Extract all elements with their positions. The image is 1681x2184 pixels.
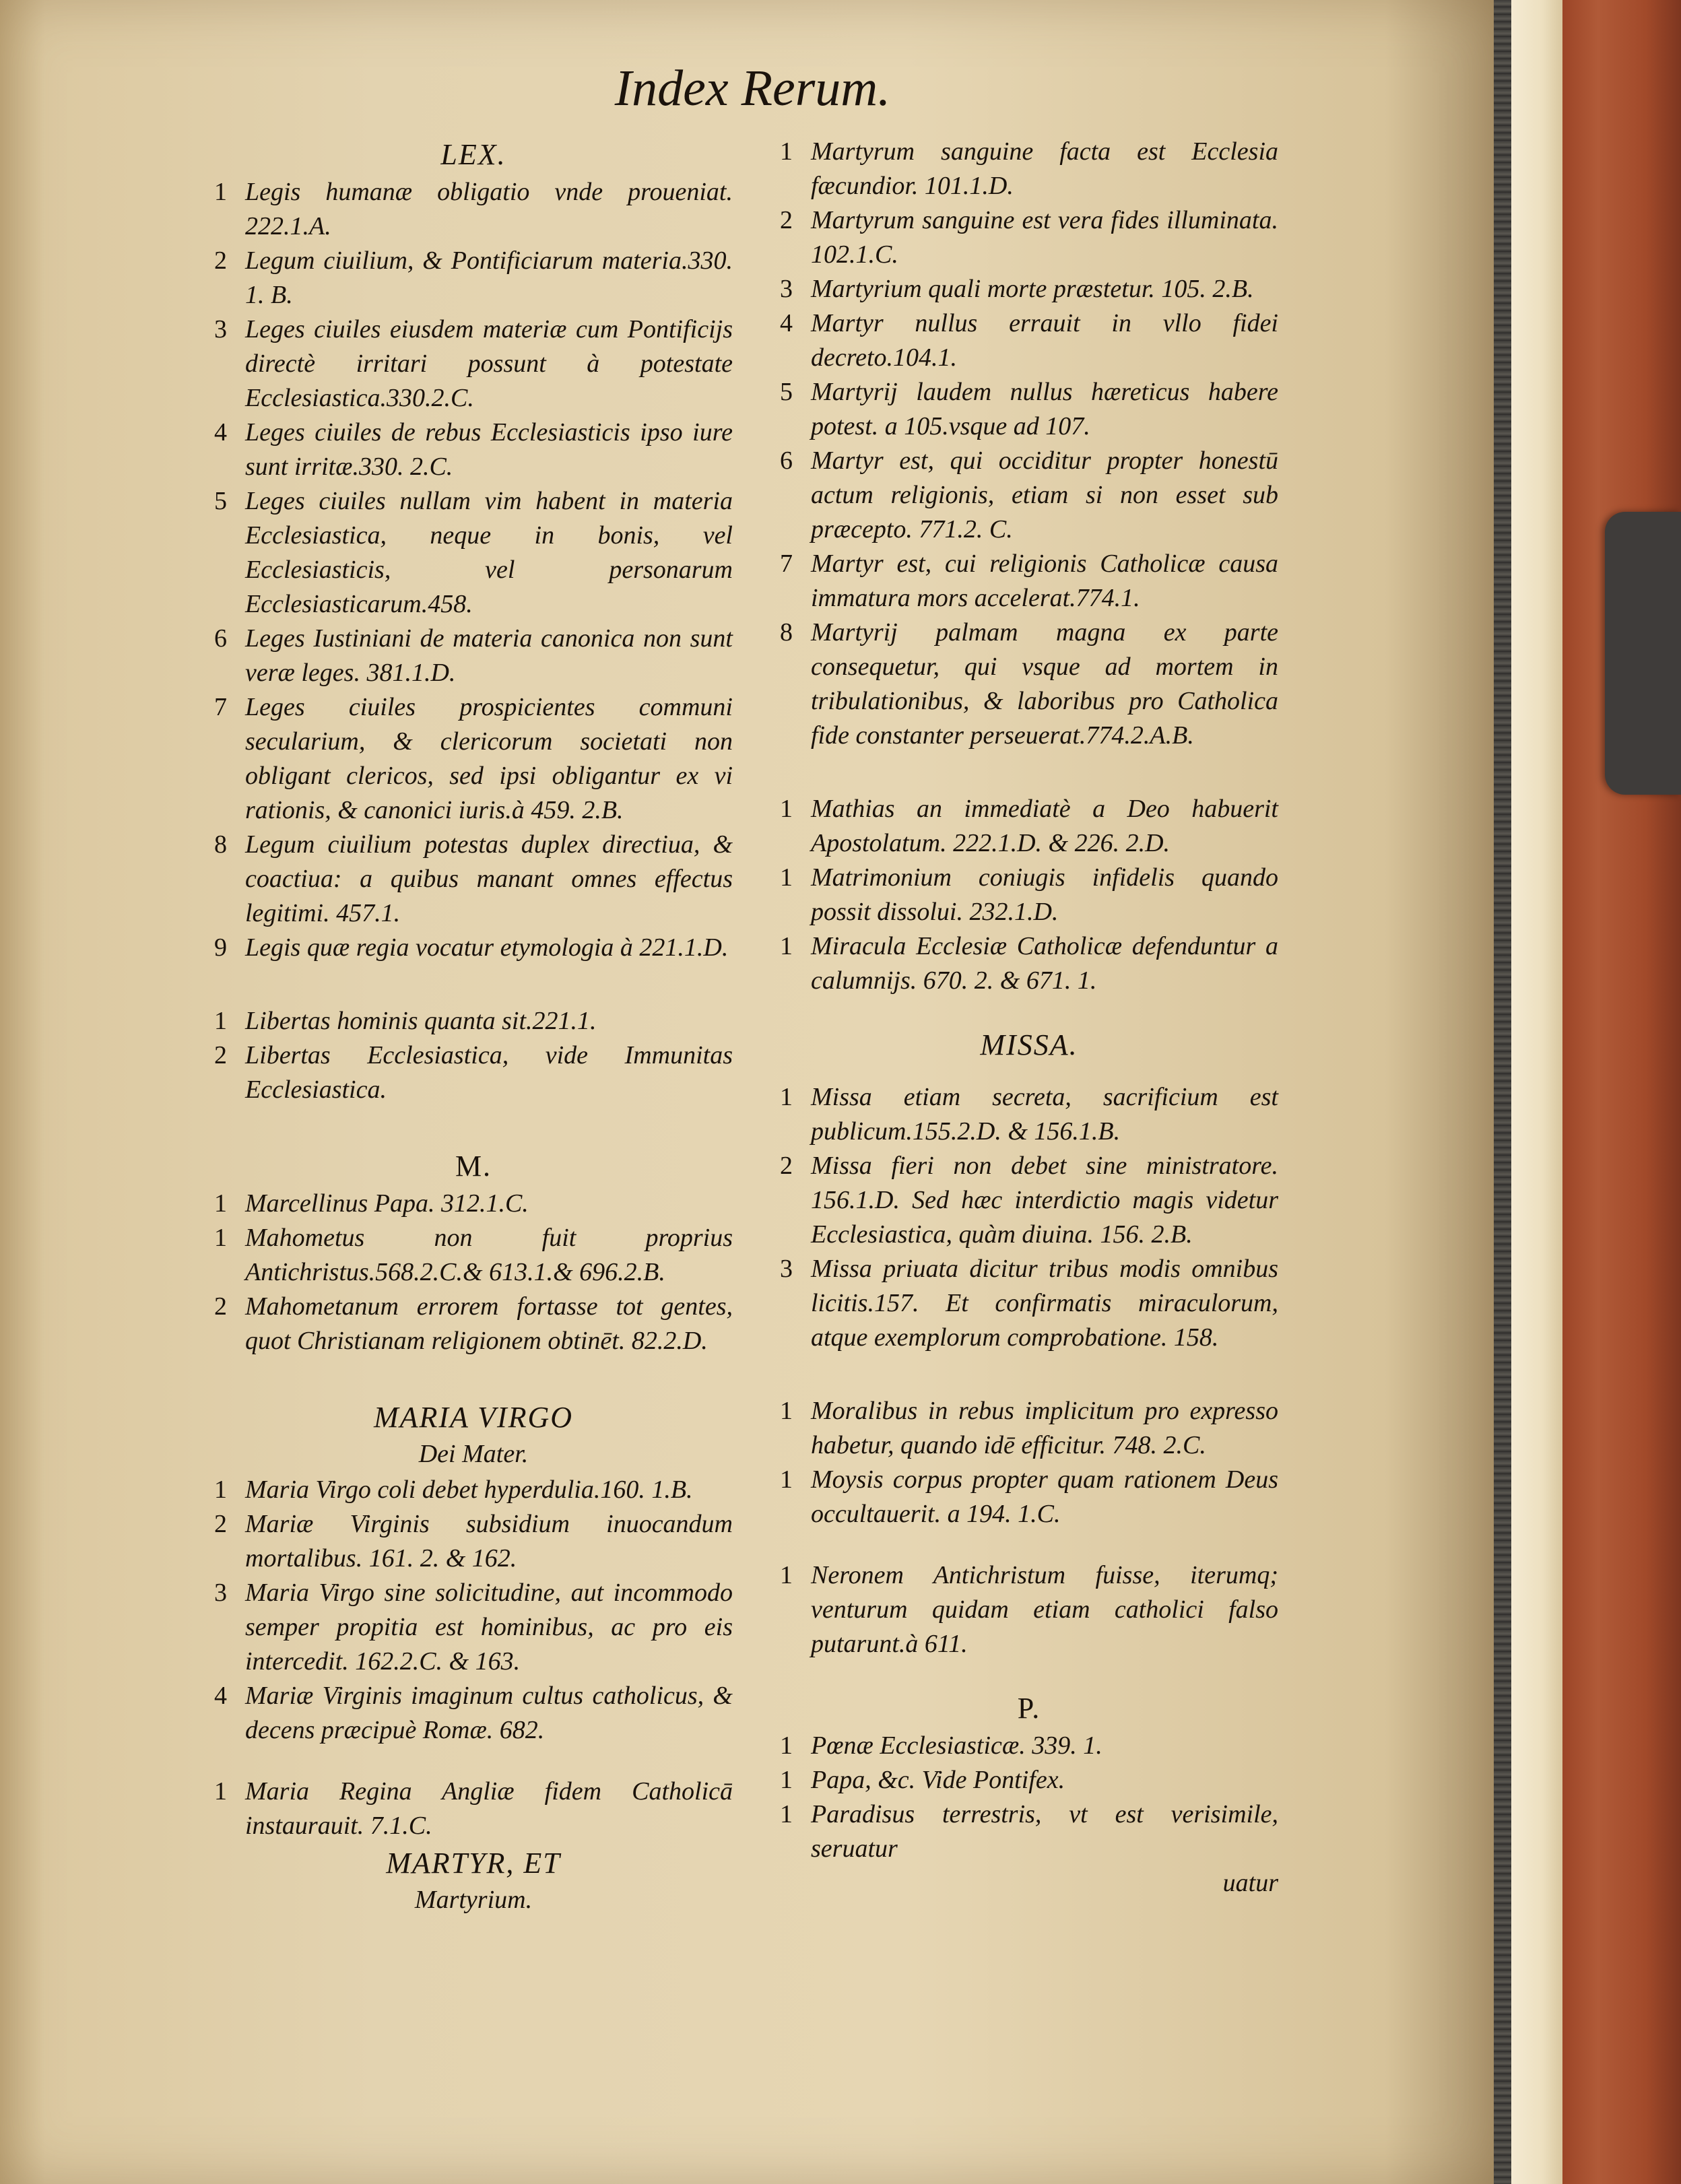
entry-text: Martyrij palmam magna ex parte consequetur, qui vsque ad mortem in tribulationibus, & laboribus pro Catholica fide constanter perseuerat.774.2.A.B. <box>811 618 1278 750</box>
maria-entries <box>214 1473 733 1748</box>
entry-number: 7 <box>780 550 793 578</box>
index-entry <box>214 690 733 828</box>
entry-number: 2 <box>214 1041 227 1069</box>
m-entries <box>214 1187 733 1358</box>
entry-text: Martyr est, cui religionis Catholicæ causa immatura mors accelerat.774.1. <box>811 550 1278 612</box>
entry-number: 1 <box>780 932 793 960</box>
maria-regina-entries <box>214 1775 733 1843</box>
entry-number: 1 <box>214 1476 227 1504</box>
index-entry <box>780 203 1278 272</box>
index-entry <box>780 1558 1278 1661</box>
entry-number: 3 <box>780 1255 793 1283</box>
entry-text: Martyr nullus errauit in vllo fidei decreto.104.1. <box>811 309 1278 372</box>
entry-number: 1 <box>780 1083 793 1111</box>
entry-number: 8 <box>780 618 793 647</box>
index-entry <box>780 792 1278 861</box>
section-heading-maria: MARIA VIRGO <box>373 1401 574 1434</box>
entry-text: Leges Iustiniani de materia canonica non sunt veræ leges. 381.1.D. <box>245 624 733 687</box>
index-entry <box>214 1473 733 1507</box>
section-subheading-maria: Dei Mater. <box>418 1440 529 1468</box>
entry-number: 1 <box>214 1777 227 1806</box>
index-entry <box>214 416 733 484</box>
entry-text: Legis quæ regia vocatur etymologia à 221.1.D. <box>245 933 729 962</box>
section-heading-martyr: MARTYR, ET <box>386 1847 561 1880</box>
index-entry <box>214 1507 733 1576</box>
red-cloth-spine <box>1562 0 1681 2184</box>
entry-text: Missa fieri non debet sine ministratore. 156.1.D. Sed hæc interdictio magis videtur Ecclesiastica, quàm diuina. 156. 2.B. <box>811 1152 1278 1249</box>
entry-text: Missa etiam secreta, sacrificium est publicum.155.2.D. & 156.1.B. <box>811 1083 1278 1146</box>
entry-text: Marcellinus Papa. 312.1.C. <box>245 1189 529 1218</box>
entry-text: Miracula Ecclesiæ Catholicæ defenduntur a calumnijs. 670. 2. & 671. 1. <box>811 932 1278 995</box>
index-entry <box>780 1394 1278 1463</box>
entry-number: 2 <box>214 246 227 275</box>
libertas-entries <box>214 1004 733 1107</box>
entry-number: 6 <box>214 624 227 653</box>
entry-text: Maria Regina Angliæ fidem Catholicā instaurauit. 7.1.C. <box>245 1777 733 1840</box>
entry-text: Libertas Ecclesiastica, vide Immunitas Ecclesiastica. <box>245 1041 733 1104</box>
index-entry <box>780 1252 1278 1355</box>
entry-text: Legum ciuilium, & Pontificiarum materia.330. 1. B. <box>245 246 733 309</box>
index-entry <box>214 1576 733 1679</box>
entry-number: 4 <box>780 309 793 337</box>
index-entry <box>214 1775 733 1843</box>
entry-text: Neronem Antichristum fuisse, iterumq; venturum quidam etiam catholici falso putarunt.à 611. <box>811 1561 1278 1658</box>
left-column <box>214 135 733 1919</box>
entry-number: 1 <box>214 1224 227 1252</box>
entry-number: 4 <box>214 1682 227 1710</box>
entry-text: Leges ciuiles nullam vim habent in materia Ecclesiastica, neque in bonis, vel Ecclesiasticis, vel personarum Ecclesiasticarum.458. <box>245 487 733 618</box>
entry-text: Martyrij laudem nullus hæreticus habere potest. a 105.vsque ad 107. <box>811 378 1278 440</box>
mathias-entries <box>780 792 1278 998</box>
moralibus-entries <box>780 1394 1278 1531</box>
section-heading-p: P. <box>1017 1692 1041 1725</box>
entry-text: Moysis corpus propter quam rationem Deus occultauerit. a 194. 1.C. <box>811 1465 1278 1528</box>
index-entry <box>780 1149 1278 1252</box>
entry-text: Pœnæ Ecclesiasticæ. 339. 1. <box>811 1731 1102 1760</box>
entry-number: 8 <box>214 830 227 859</box>
entry-text: Libertas hominis quanta sit.221.1. <box>245 1007 597 1035</box>
index-entry <box>214 244 733 312</box>
entry-text: Moralibus in rebus implicitum pro expresso habetur, quando idē efficitur. 748. 2.C. <box>811 1397 1278 1459</box>
binding-board <box>1511 0 1562 2184</box>
section-heading-lex: LEX. <box>440 138 506 171</box>
entry-text: Martyrium quali morte præstetur. 105. 2.B. <box>811 275 1254 303</box>
entry-number: 1 <box>780 1800 793 1828</box>
entry-number: 2 <box>780 1152 793 1180</box>
entry-text: Mahometus non fuit proprius Antichristus.568.2.C.& 613.1.& 696.2.B. <box>245 1224 733 1286</box>
entry-text: Mariæ Virginis subsidium inuocandum mortalibus. 161. 2. & 162. <box>245 1510 733 1573</box>
index-entry <box>214 175 733 244</box>
index-entry <box>780 1763 1278 1797</box>
index-entry <box>780 861 1278 929</box>
entry-number: 5 <box>780 378 793 406</box>
section-subheading-martyr: Martyrium. <box>414 1886 533 1914</box>
entry-text: Maria Virgo coli debet hyperdulia.160. 1.B. <box>245 1476 693 1504</box>
martyr-entries <box>780 135 1278 753</box>
entry-text: Mahometanum errorem fortasse tot gentes, quot Christianam religionem obtinēt. 82.2.D. <box>245 1292 733 1355</box>
entry-text: Martyrum sanguine est vera fides illuminata. 102.1.C. <box>811 206 1278 269</box>
entry-text: Leges ciuiles eiusdem materiæ cum Pontificijs directè irritari possunt à potestate Ecclesiastica.330.2.C. <box>245 315 733 412</box>
entry-text: Missa priuata dicitur tribus modis omnibus licitis.157. Et confirmatis miraculorum, atque exemplorum comprobatione. 158. <box>811 1255 1278 1352</box>
entry-number: 7 <box>214 693 227 721</box>
catchword: uatur <box>1222 1869 1278 1897</box>
index-entry <box>214 1679 733 1748</box>
index-entry <box>780 1797 1278 1866</box>
index-entry <box>780 1080 1278 1149</box>
entry-text: Leges ciuiles prospicientes communi secularium, & clericorum societati non obligant clericos, sed ipsi obligantur ex vi rationis, & canonici iuris.à 459. 2.B. <box>245 693 733 824</box>
index-entry <box>780 306 1278 375</box>
index-entry <box>780 135 1278 203</box>
neronem-entries <box>780 1558 1278 1661</box>
index-entry <box>214 1187 733 1221</box>
index-entry <box>780 547 1278 616</box>
entry-text: Martyr est, qui occiditur propter honestū actum religionis, etiam si non esset sub præcepto. 771.2. C. <box>811 446 1278 543</box>
index-entry <box>214 1004 733 1038</box>
entry-number: 1 <box>214 1007 227 1035</box>
entry-number: 1 <box>780 1766 793 1794</box>
index-entry <box>214 828 733 931</box>
entry-number: 1 <box>780 1731 793 1760</box>
index-entry <box>780 929 1278 998</box>
entry-number: 3 <box>214 315 227 343</box>
index-entry <box>214 1290 733 1358</box>
entry-number: 6 <box>780 446 793 475</box>
entry-number: 2 <box>214 1510 227 1538</box>
entry-text: Maria Virgo sine solicitudine, aut incommodo semper propitia est hominibus, ac pro eis intercedit. 162.2.C. & 163. <box>245 1579 733 1676</box>
entry-number: 1 <box>780 1465 793 1494</box>
entry-text: Legis humanæ obligatio vnde proueniat. 222.1.A. <box>245 178 733 240</box>
index-entry <box>780 616 1278 753</box>
index-entry <box>214 312 733 416</box>
index-entry <box>214 484 733 622</box>
entry-text: Martyrum sanguine facta est Ecclesia fæcundior. 101.1.D. <box>811 137 1278 200</box>
entry-text: Legum ciuilium potestas duplex directiua, & coactiua: a quibus manant omnes effectus legitimi. 457.1. <box>245 830 733 927</box>
section-heading-missa: MISSA. <box>980 1028 1078 1061</box>
lex-entries <box>214 175 733 965</box>
index-entry <box>780 272 1278 306</box>
index-entry <box>780 444 1278 547</box>
page-edge-shadow <box>1494 0 1511 2184</box>
entry-text: Mariæ Virginis imaginum cultus catholicus, & decens præcipuè Romæ. 682. <box>245 1682 733 1744</box>
entry-number: 3 <box>214 1579 227 1607</box>
entry-number: 1 <box>780 137 793 166</box>
entry-number: 2 <box>214 1292 227 1321</box>
index-entry <box>780 1729 1278 1763</box>
clasp-ribbon <box>1605 512 1681 795</box>
entry-number: 1 <box>780 863 793 892</box>
entry-text: Matrimonium coniugis infidelis quando possit dissolui. 232.1.D. <box>811 863 1278 926</box>
index-entry <box>780 1463 1278 1531</box>
entry-text: Paradisus terrestris, vt est verisimile, seruatur <box>811 1800 1278 1863</box>
entry-number: 3 <box>780 275 793 303</box>
index-entry <box>214 1221 733 1290</box>
entry-number: 9 <box>214 933 227 962</box>
entry-text: Leges ciuiles de rebus Ecclesiasticis ipso iure sunt irritæ.330. 2.C. <box>245 418 733 481</box>
entry-number: 2 <box>780 206 793 234</box>
entry-number: 1 <box>214 178 227 206</box>
index-entry <box>780 375 1278 444</box>
entry-number: 1 <box>780 1397 793 1425</box>
entry-text: Mathias an immediatè a Deo habuerit Apostolatum. 222.1.D. & 226. 2.D. <box>811 795 1278 857</box>
p-entries <box>780 1729 1278 1866</box>
entry-number: 5 <box>214 487 227 515</box>
entry-text: Papa, &c. Vide Pontifex. <box>811 1766 1065 1794</box>
entry-number: 1 <box>214 1189 227 1218</box>
entry-number: 1 <box>780 1561 793 1589</box>
entry-number: 1 <box>780 795 793 823</box>
section-heading-m: M. <box>455 1150 492 1183</box>
missa-entries <box>780 1080 1278 1355</box>
page-title: Index Rerum. <box>614 60 891 117</box>
right-column <box>780 135 1278 1900</box>
index-entry <box>214 931 733 965</box>
entry-number: 4 <box>214 418 227 446</box>
index-entry <box>214 1038 733 1107</box>
index-entry <box>214 622 733 690</box>
